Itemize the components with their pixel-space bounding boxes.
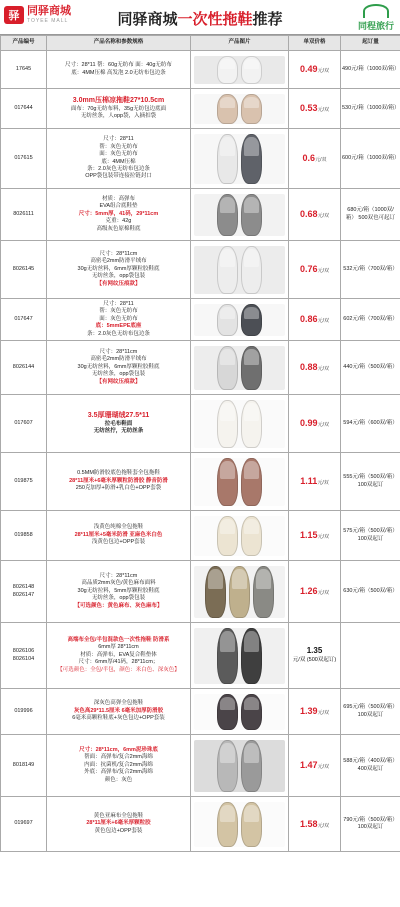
spec-line: 尺寸：28*11cm bbox=[99, 348, 138, 355]
spec-line: 浅黄色纯棉全包拖鞋 bbox=[93, 524, 144, 531]
min-order-quantity bbox=[341, 623, 400, 689]
spec-line: 黄色包边+OPP套装 bbox=[94, 827, 143, 834]
price-unit: 元/双 bbox=[317, 68, 329, 75]
product-code: 019875 bbox=[1, 453, 47, 511]
min-order-quantity: 594元/箱（600双/箱） bbox=[341, 395, 400, 453]
unit-price bbox=[289, 299, 341, 341]
spec-line: 高级灰色原棉鞋底 bbox=[96, 225, 141, 232]
slipper-icon bbox=[217, 346, 238, 390]
product-image-cell[interactable] bbox=[191, 129, 289, 189]
price-value: 1.11 bbox=[300, 476, 318, 487]
slipper-icon bbox=[217, 802, 238, 847]
price-unit: 元/双 bbox=[317, 710, 329, 717]
unit-price bbox=[289, 341, 341, 395]
price-value: 1.39 bbox=[300, 706, 318, 717]
slipper-image bbox=[194, 458, 285, 506]
unit-price bbox=[289, 89, 341, 129]
price-value: 1.35 bbox=[306, 646, 323, 656]
product-image-cell[interactable] bbox=[191, 299, 289, 341]
slipper-image bbox=[194, 134, 285, 184]
page-header bbox=[0, 0, 400, 35]
price-value: 1.26 bbox=[300, 586, 318, 597]
product-spec bbox=[47, 189, 191, 241]
table-row[interactable] bbox=[1, 129, 400, 189]
slipper-icon bbox=[241, 56, 262, 84]
unit-price bbox=[289, 189, 341, 241]
spec-line: 高密毛2mm防滑平绒布 bbox=[90, 258, 147, 265]
spec-line: 尺寸：28*11cm bbox=[99, 572, 138, 579]
min-order-quantity: 532元/箱（700双/箱） bbox=[341, 241, 400, 299]
col-header-spec: 产品名称和参数规格 bbox=[47, 36, 191, 51]
spec-line: 面：灰色无纺布 bbox=[99, 315, 138, 322]
spec-line: 底：4MM压棉 bbox=[101, 158, 136, 165]
product-image-cell[interactable] bbox=[191, 797, 289, 852]
unit-price bbox=[289, 561, 341, 623]
product-code: 17645 bbox=[1, 51, 47, 89]
product-spec bbox=[47, 51, 191, 89]
spec-line: 3.5厚珊瑚绒27.5*11 bbox=[87, 412, 150, 420]
spec-line: 灰色高29*11.5厘米 6毫米加厚防滑胶 bbox=[73, 707, 164, 714]
slipper-icon bbox=[241, 694, 262, 730]
price-value: 1.15 bbox=[300, 530, 318, 541]
table-row[interactable] bbox=[1, 89, 400, 129]
slipper-icon bbox=[241, 400, 262, 448]
slipper-image bbox=[194, 694, 285, 730]
spec-line: 面：灰色无纺布 bbox=[99, 151, 138, 158]
slipper-image bbox=[194, 628, 285, 684]
min-order-quantity: 695元/箱（500双/箱） 100双起订 bbox=[341, 689, 400, 735]
slipper-image bbox=[194, 802, 285, 847]
title-highlight: 一次性拖鞋 bbox=[177, 11, 253, 28]
spec-line: 帮：灰色无纺布 bbox=[99, 143, 138, 150]
table-row[interactable] bbox=[1, 189, 400, 241]
spec-line: 30g无纺拉料，5mm厚颗粒胶鞋底 bbox=[77, 587, 160, 594]
spec-line: 尺寸：6mm厚/41码，28*11cm； bbox=[78, 659, 159, 666]
slipper-icon bbox=[217, 246, 238, 294]
spec-line: 6毫米高颗粒鞋底+灰色包边+OPP套装 bbox=[72, 715, 165, 722]
spec-line: 尺寸：5mm厚，41码，29*11cm bbox=[78, 210, 159, 217]
price-value: 0.88 bbox=[300, 362, 318, 373]
col-header-moq: 起订量 bbox=[341, 36, 400, 51]
spec-line: 尺寸：28*11 bbox=[103, 300, 134, 307]
table-row[interactable] bbox=[1, 735, 400, 797]
spec-line: 尺寸：28*11cm，6mm泥珍珠底 bbox=[79, 746, 158, 753]
spec-line: 材质：高弹布，EVA复合鞋垫体 bbox=[80, 651, 157, 658]
product-spec bbox=[47, 299, 191, 341]
min-order-quantity: 600元/箱（1000双/箱） bbox=[341, 129, 400, 189]
slipper-icon bbox=[217, 740, 238, 792]
product-code: 8018149 bbox=[1, 735, 47, 797]
product-spec bbox=[47, 511, 191, 561]
spec-line: OPP袋包装带连接拉链封口 bbox=[85, 173, 152, 180]
product-image-cell[interactable] bbox=[191, 89, 289, 129]
unit-price bbox=[289, 129, 341, 189]
product-image-cell[interactable] bbox=[191, 735, 289, 797]
spec-line: 内面：抗菌机/复合2mm海绵 bbox=[84, 761, 153, 768]
price-value: 1.58 bbox=[300, 818, 318, 829]
unit-price bbox=[289, 395, 341, 453]
min-order-quantity: 630元/箱（500双/箱） bbox=[341, 561, 400, 623]
unit-price bbox=[289, 689, 341, 735]
min-order-quantity: 490元/箱（1000双/箱） bbox=[341, 51, 400, 89]
slipper-icon bbox=[241, 628, 262, 684]
price-value: 0.49 bbox=[300, 64, 318, 75]
price-value: 0.68 bbox=[300, 209, 318, 220]
spec-line: 28*11厘米+5毫米防滑 亚麻色米白色 bbox=[74, 531, 163, 538]
slipper-image bbox=[194, 740, 285, 792]
product-code: 017647 bbox=[1, 299, 47, 341]
product-code: 019697 bbox=[1, 797, 47, 852]
min-order-quantity: 530元/箱（1000双/箱） bbox=[341, 89, 400, 129]
slipper-icon bbox=[217, 516, 238, 556]
product-table bbox=[0, 35, 400, 852]
unit-price bbox=[289, 453, 341, 511]
slipper-icon bbox=[253, 566, 274, 618]
table-row[interactable] bbox=[1, 623, 400, 689]
spec-line: 尺寸：28*11cm bbox=[99, 250, 138, 257]
spec-line: 高密毛2mm防滑平绒布 bbox=[90, 356, 147, 363]
spec-line: 【可选颜色：全包/半包，颜色：米白色、深灰色】 bbox=[57, 666, 180, 673]
product-code: 017644 bbox=[1, 89, 47, 129]
spec-line: 条：2.0灰色无纺布包边条 bbox=[87, 330, 150, 337]
slipper-icon bbox=[229, 566, 250, 618]
product-image-cell[interactable] bbox=[191, 395, 289, 453]
price-unit: 元/双 bbox=[317, 534, 329, 541]
slipper-icon bbox=[217, 134, 238, 184]
spec-line: 底：4MM压棉 高发泡 2.0无纺布包边条 bbox=[71, 69, 166, 76]
price-unit: 元/双 bbox=[317, 422, 329, 429]
slipper-icon bbox=[241, 134, 262, 184]
slipper-icon bbox=[217, 400, 238, 448]
page-title bbox=[0, 5, 400, 29]
product-image-cell[interactable] bbox=[191, 689, 289, 735]
col-header-code: 产品编号 bbox=[1, 36, 47, 51]
product-code: 8026111 bbox=[1, 189, 47, 241]
price-unit: 元/双 bbox=[315, 157, 327, 164]
price-unit: 元/双 bbox=[317, 366, 329, 373]
spec-line: 28*11厘米+6毫米厚颗粒防滑胶 静音防滑 bbox=[69, 477, 168, 484]
table-row[interactable] bbox=[1, 51, 400, 89]
spec-line: 颜色：灰色 bbox=[104, 776, 133, 783]
product-image-cell[interactable] bbox=[191, 623, 289, 689]
product-spec bbox=[47, 395, 191, 453]
spec-line: 条：2.0灰色无纺布包边条 bbox=[87, 165, 150, 172]
product-code: 8026106 8026104 bbox=[1, 623, 47, 689]
product-code: 017615 bbox=[1, 129, 47, 189]
product-image-cell[interactable] bbox=[191, 511, 289, 561]
col-header-price: 单双价格 bbox=[289, 36, 341, 51]
unit-price bbox=[289, 797, 341, 852]
product-spec bbox=[47, 561, 191, 623]
price-unit: 元/双 bbox=[317, 213, 329, 220]
price-extra: 元/双 (500双起订) bbox=[292, 657, 337, 664]
logo-left-cn: 同驿商城 bbox=[27, 5, 71, 17]
spec-line: 【有网纹压痕款】 bbox=[96, 280, 141, 287]
spec-line: EVA组合底鞋垫 bbox=[99, 203, 138, 210]
slipper-icon bbox=[241, 246, 262, 294]
logo-right-text: 同程旅行 bbox=[357, 21, 394, 31]
slipper-icon bbox=[217, 458, 238, 506]
spec-line: 250克加厚+防滑+乳白色+OPP套袋 bbox=[75, 485, 162, 492]
min-order-quantity: 790元/箱（500双/箱） 100双起订 bbox=[341, 797, 400, 852]
table-header-row bbox=[1, 36, 400, 51]
logo-left-en: TOYEE MALL bbox=[27, 18, 69, 24]
slipper-icon bbox=[217, 56, 238, 84]
spec-line: 6mm厚 28*11cm bbox=[98, 644, 139, 651]
product-spec bbox=[47, 129, 191, 189]
table-row[interactable] bbox=[1, 453, 400, 511]
slipper-icon bbox=[241, 304, 262, 336]
spec-line: 30g无纺丝料，6mm厚颗粒胶鞋底 bbox=[77, 363, 160, 370]
price-value: 0.86 bbox=[300, 314, 318, 325]
product-spec bbox=[47, 623, 191, 689]
spec-line: 浅黄色包边+OPP套装 bbox=[91, 539, 146, 546]
slipper-icon bbox=[205, 566, 226, 618]
product-spec bbox=[47, 89, 191, 129]
product-code: 8026145 bbox=[1, 241, 47, 299]
tongcheng-logo[interactable] bbox=[358, 4, 394, 32]
price-unit: 元/双 bbox=[317, 764, 329, 771]
price-unit: 元/双 bbox=[317, 318, 329, 325]
product-spec bbox=[47, 241, 191, 299]
min-order-quantity: 440元/箱（500双/箱） bbox=[341, 341, 400, 395]
product-code: 019996 bbox=[1, 689, 47, 735]
spec-line: 3.0mm压棉凉拖鞋27*10.5cm bbox=[72, 97, 165, 105]
product-code: 017607 bbox=[1, 395, 47, 453]
slipper-image bbox=[194, 56, 285, 84]
slipper-icon bbox=[217, 628, 238, 684]
table-row[interactable] bbox=[1, 299, 400, 341]
slipper-icon bbox=[241, 194, 262, 236]
unit-price bbox=[289, 51, 341, 89]
unit-price bbox=[289, 735, 341, 797]
slipper-icon bbox=[241, 740, 262, 792]
spec-line: 高端布全包/半包混款色一次性拖鞋 防滑系 bbox=[67, 636, 170, 643]
slipper-image bbox=[194, 400, 285, 448]
spec-line: 无纺丝条，opp袋包装 bbox=[91, 371, 146, 378]
slipper-icon bbox=[217, 194, 238, 236]
spec-line: 【可选颜色：黄色麻布、灰色麻布】 bbox=[74, 602, 163, 609]
unit-price bbox=[289, 511, 341, 561]
price-value: 0.6 bbox=[302, 153, 316, 164]
slipper-icon bbox=[241, 802, 262, 847]
slipper-image bbox=[194, 346, 285, 390]
slipper-icon bbox=[241, 94, 262, 124]
product-spec bbox=[47, 453, 191, 511]
product-image-cell[interactable] bbox=[191, 453, 289, 511]
spec-line: 28*11厘米+6毫米厚颗粒胶 bbox=[86, 820, 151, 827]
spec-line: 0.5MM防滑胶底色拖鞋套全包拖鞋 bbox=[77, 470, 160, 477]
spec-line: 尺寸：28*11 bbox=[103, 136, 134, 143]
title-suffix: 推荐 bbox=[252, 11, 283, 28]
spec-line: 材质：高弹布 bbox=[101, 195, 135, 202]
table-row[interactable] bbox=[1, 241, 400, 299]
price-unit: 元/双 bbox=[317, 590, 329, 597]
slipper-image bbox=[194, 246, 285, 294]
price-value: 0.53 bbox=[300, 103, 318, 114]
table-row[interactable] bbox=[1, 511, 400, 561]
product-code: 8026144 bbox=[1, 341, 47, 395]
spec-line: 外底：高弹布/复合2mm海绵 bbox=[84, 769, 153, 776]
table-row[interactable] bbox=[1, 689, 400, 735]
title-prefix: 同驿商城 bbox=[117, 11, 178, 28]
slipper-image bbox=[194, 304, 285, 336]
price-unit: 元/双 bbox=[317, 268, 329, 275]
table-row[interactable] bbox=[1, 797, 400, 852]
min-order-quantity: 555元/箱（500双/箱） 100双起订 bbox=[341, 453, 400, 511]
table-row[interactable] bbox=[1, 561, 400, 623]
spec-line: 无纺丝条，人opp袋，入摘扣袋 bbox=[80, 113, 157, 120]
spec-line: 无纺丝条，opp袋包装 bbox=[91, 595, 146, 602]
tongcheng-logo-icon bbox=[363, 4, 389, 18]
product-image-cell[interactable] bbox=[191, 241, 289, 299]
product-image-cell[interactable] bbox=[191, 341, 289, 395]
spec-line: 克重：42g bbox=[105, 218, 132, 225]
slipper-icon bbox=[241, 516, 262, 556]
product-spec bbox=[47, 341, 191, 395]
slipper-icon bbox=[217, 94, 238, 124]
slipper-icon bbox=[241, 458, 262, 506]
price-value: 0.99 bbox=[300, 418, 318, 429]
table-row[interactable] bbox=[1, 341, 400, 395]
slipper-image bbox=[194, 516, 285, 556]
product-image-cell[interactable] bbox=[191, 51, 289, 89]
product-code: 8026148 8026147 bbox=[1, 561, 47, 623]
spec-line: 30g无纺丝料，6mm厚颗粒胶鞋底 bbox=[77, 265, 160, 272]
spec-line: 帮：灰色无纺布 bbox=[99, 308, 138, 315]
slipper-icon bbox=[217, 694, 238, 730]
product-spec bbox=[47, 797, 191, 852]
col-header-image: 产品图片 bbox=[191, 36, 289, 51]
price-unit: 元/双 bbox=[317, 822, 329, 829]
spec-line: 深灰色高弹全包拖鞋 bbox=[93, 700, 144, 707]
logo-badge-icon: 驿 bbox=[4, 6, 24, 24]
spec-line: 面布：70g无纺布料，35g无纺包边底面 bbox=[70, 105, 167, 112]
slipper-image bbox=[194, 94, 285, 124]
min-order-quantity: 575元/箱（500双/箱） 100双起订 bbox=[341, 511, 400, 561]
price-value: 0.76 bbox=[300, 264, 318, 275]
price-value: 1.47 bbox=[300, 760, 318, 771]
slipper-icon bbox=[217, 304, 238, 336]
product-code: 019858 bbox=[1, 511, 47, 561]
spec-line: 无纺丝条，opp袋包装 bbox=[91, 273, 146, 280]
unit-price bbox=[289, 623, 341, 689]
spec-line: 黄色亚麻布全包拖鞋 bbox=[93, 812, 144, 819]
spec-line: 拉毛布鞋面 bbox=[104, 420, 133, 427]
price-unit: 元/双 bbox=[317, 107, 329, 114]
spec-line: 高品质2mm灰色/黄色麻布面料 bbox=[81, 580, 156, 587]
product-spec bbox=[47, 689, 191, 735]
spec-line: 帮面：高弹布/复合2mm海绵 bbox=[84, 754, 153, 761]
spec-line: 底：5mmEPE底座 bbox=[95, 323, 142, 330]
product-image-cell[interactable] bbox=[191, 189, 289, 241]
min-order-quantity: 602元/箱（700双/箱） bbox=[341, 299, 400, 341]
min-order-quantity: 588元/箱（400双/箱） 400双起订 bbox=[341, 735, 400, 797]
product-image-cell[interactable] bbox=[191, 561, 289, 623]
product-spec bbox=[47, 735, 191, 797]
min-order-quantity: 680元/箱（1000双/箱） 500双也可起订 bbox=[341, 189, 400, 241]
table-row[interactable] bbox=[1, 395, 400, 453]
unit-price bbox=[289, 241, 341, 299]
spec-line: 无纺丝拧，无纺丝条 bbox=[93, 428, 144, 435]
slipper-image bbox=[194, 194, 285, 236]
price-unit: 元/双 bbox=[317, 480, 329, 487]
spec-line: 【有网纹压痕款】 bbox=[96, 378, 141, 385]
spec-line: 尺寸：28*11 帮：60g无纺布 面：40g无纺布 bbox=[65, 62, 172, 69]
slipper-image bbox=[194, 566, 285, 618]
slipper-icon bbox=[241, 346, 262, 390]
